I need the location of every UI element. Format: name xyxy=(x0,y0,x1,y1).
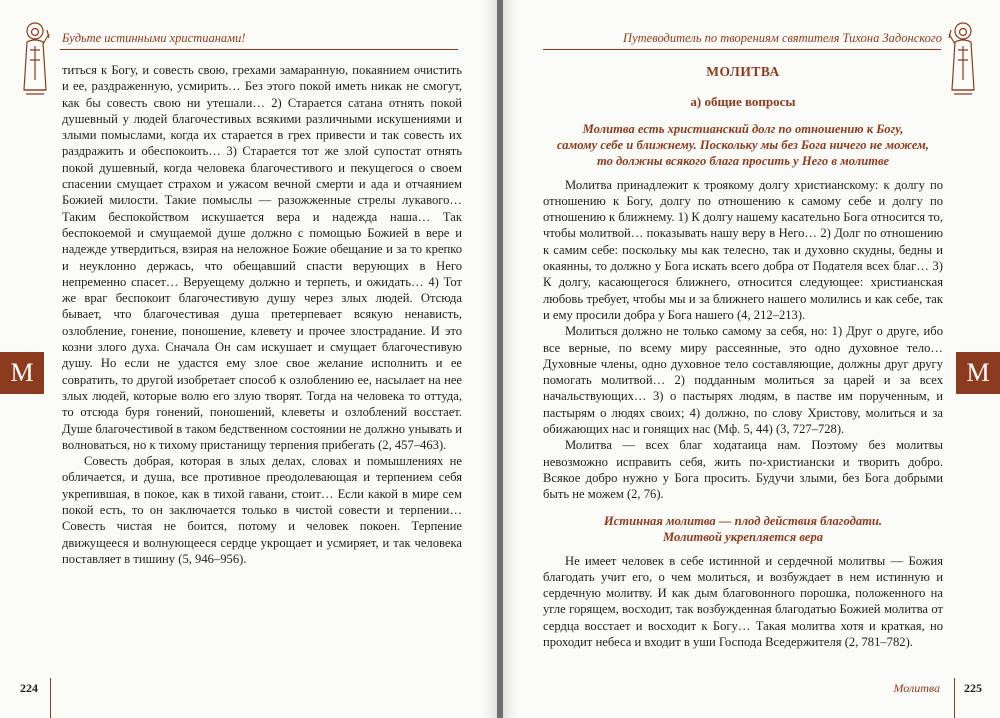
section-title: а) общие вопросы xyxy=(690,94,796,110)
running-head: Путеводитель по творениям святителя Тихона Задонского xyxy=(623,31,942,45)
saint-icon xyxy=(946,20,980,96)
thesis-line: Истинная молитва — плод действия благодати. xyxy=(603,513,883,528)
left-page xyxy=(0,0,497,718)
body-paragraph: Молитва — всех благ ходатаица нам. Поэтому без молитвы невозможно исправить себя, жить по-христиански и творить добро. Всякое добро нужно у Бога просить. Будучи злыми, без Бога добрыми быть не можем (2, 76). xyxy=(543,438,943,502)
thesis-line: самому себе и ближнему. Поскольку мы без Бога ничего не можем, xyxy=(557,137,929,152)
letter-tab: М xyxy=(0,352,44,394)
body-paragraph: титься к Богу, и совесть свою, грехами замаранную, покаянием очистить и ее, раздраженную, усмирить… Без этого покой иметь никак не смогут, как бы совесть свою ни утешали… 2) Старается сатана отнять покой душевный у людей благочестивых всякими различными искушениями и злыми помыслами, когда их старается в грех привести и так совесть их раздражить и обеспокоить… 3) Старается тот же злой супостат отнять покой душевный, когда человека благочестивого и пекущегося о своем спасении смущает страхом и ужасом вечной смерти и ада и отчаянием Божией милости. Такие помыслы — разожженные стрелы лукавого… Таким беспокойством искушается вера и надежда наша… Так беспокоемой и смущаемой душе должно с помощью Божией в вере и надежде утвердиться, взирая на неложное Божие обещание и за то крепко и неуклонно держась, что обещавший спасти верующих в Него непременно спасет… Веруещему должно и терпеть, и ожидать… 4) Тот же враг беспокоит благочестивую душу через злых людей. Отсюда бывает, что благочестивая душа претерпевает всякую ненависть, озлобление, гонение, поношение, клевету и прочее злострадание. И это козни злого духа. Сначала Он сам искушает и смущает благочестивую душу. Но если не удастся ему злое свое желание исполнить и ее совратить, то другой изобретает способ к озлоблению ее, насылает на нее злых людей, которые волю его злую творят. Тогда на человека то оттуда, то отсюда буря гонений, поношений, клеветы и озлоблений восстает. Душе благочестивой в таком бедственном состоянии не должно унывать и волноваться, но к тихому пристанищу терпения прибегать (2, 457–463). xyxy=(62,63,462,452)
saint-icon xyxy=(18,20,52,96)
thesis-heading xyxy=(543,121,943,169)
thesis-line: Молитвой укрепляется вера xyxy=(662,529,824,544)
thesis-line: Молитва есть христианский долг по отношению к Богу, xyxy=(582,121,904,136)
left-body-text xyxy=(62,62,462,567)
body-paragraph: Молиться должно не только самому за себя, но: 1) Друг о друге, ибо все верные, по всему миру рассеянные, это одно духовное тело… Духовные члены, одно духовное тело составляющие, должны друг другу помогать молитвой… 2) подданным молиться за царей и за всех начальствующих… 3) о пастырях людям, в пастве им порученным, и пастырям о людях своих; 4) должно, по слову Христову, молиться и за обижающих нас и гонящих нас (Мф. 5, 44) (3, 727–728). xyxy=(543,324,943,437)
chapter-title: МОЛИТВА xyxy=(706,64,780,79)
right-body-text xyxy=(543,62,943,650)
header-rule xyxy=(60,49,458,50)
letter-tab: М xyxy=(956,352,1000,394)
footer-rule xyxy=(50,678,51,718)
right-page xyxy=(503,0,1000,718)
body-paragraph: Не имеет человек в себе истинной и сердечной молитвы — Божия благодать учит его, о чем молиться, и возбуждает в нем истинную и сердечную молитву. И как дым благовонного порошка, положенного на угле горящем, восходит, так возбужденная благодатью Божией молитва от сердца восстает и восходит к Богу… Такая молитва хотя и краткая, но проходит небеса и входит в уши Господа Вседержителя (2, 781–782). xyxy=(543,553,943,650)
thesis-line: то должны всякого блага просить у Него в молитве xyxy=(596,153,890,168)
body-paragraph: Молитва принадлежит к троякому долгу христианскому: к долгу по отношению к Богу, долгу по отношению к самому себе и долгу по отношению к ближнему. 1) К долгу нашему касательно Бога относится то, чтобы молитвой… показывать нашу веру в Него… 2) Долг по отношению к самим себе: поскольку мы как телесно, так и духовно скудны, бедны и окаянны, то должно у Бога искать всего добра от Подателя всех благ… 3) К долгу, касающегося ближнего, относится следующее: христианская любовь требует, чтобы мы и за ближнего нашего молились и как себе, так и ему просили добра у Бога нашего (4, 212–213). xyxy=(543,177,943,322)
page-number: 224 xyxy=(20,681,38,695)
header-rule xyxy=(543,49,941,50)
body-paragraph: Совесть добрая, которая в злых делах, словах и помышлениях не обличается, и душа, все противное преодолевающая и терпением себя укрепившая, в покое, как в тихой гавани, стоит… Если какой в мире сем покой есть, то он заключается только в чистой совести и терпении… Совесть чистая не боится, потому и человек покоен. Терпение движущееся и волнующееся сердце укрощает и усмиряет, и так человека поставляет в тишину (5, 946–956). xyxy=(62,454,462,566)
thesis-heading xyxy=(543,513,943,545)
running-head: Будьте истинными христианами! xyxy=(62,31,246,45)
page-number: 225 xyxy=(964,681,982,695)
footer-rule xyxy=(954,678,955,718)
footer-title: Молитва xyxy=(893,681,940,695)
